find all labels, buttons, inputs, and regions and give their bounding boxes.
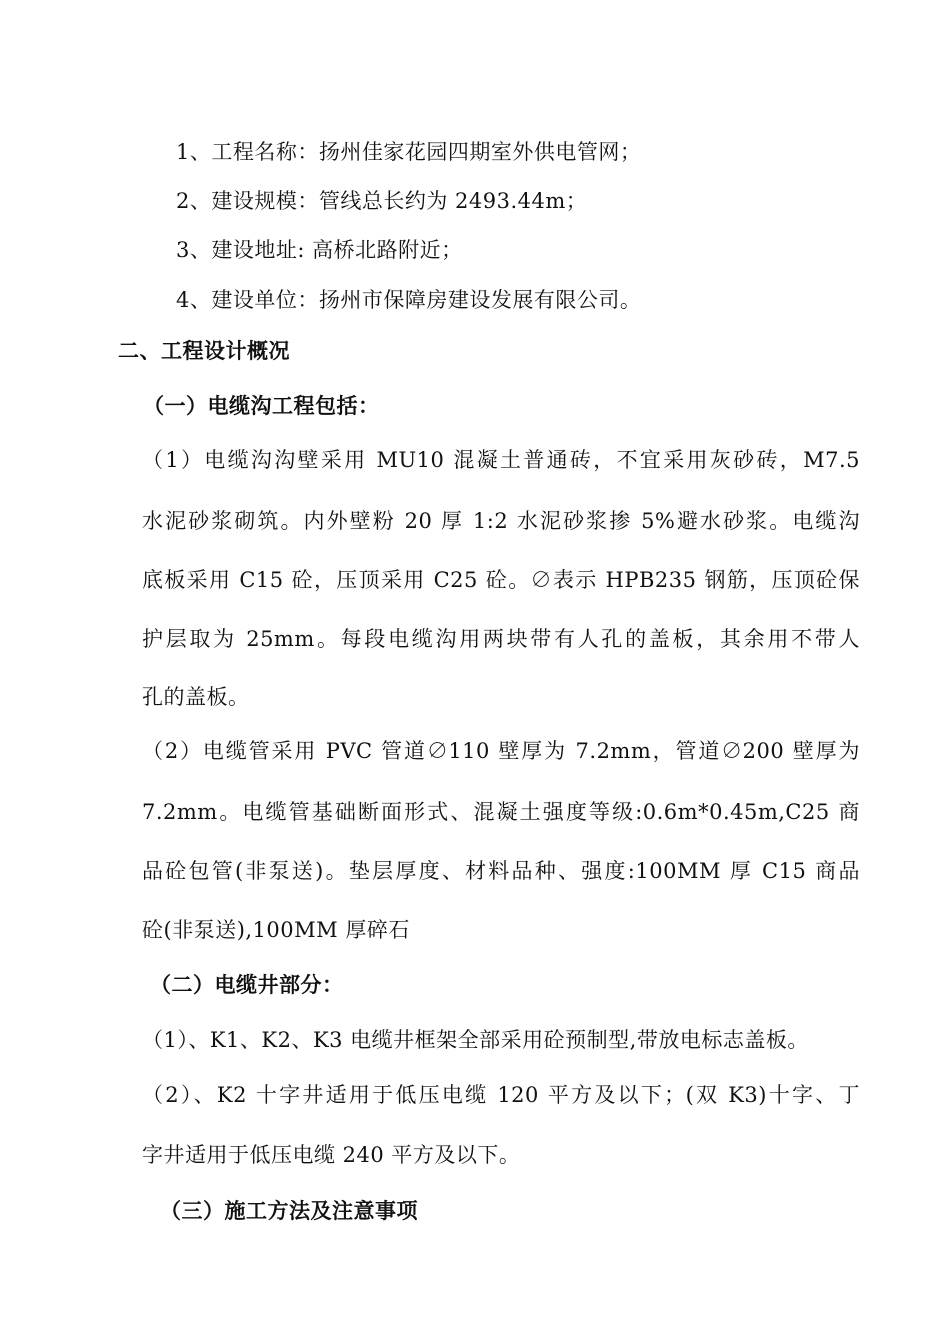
- paragraph-line: 孔的盖板。: [142, 685, 250, 709]
- construction-scale-item: 2、建设规模：管线总长约为 2493.44m；: [176, 189, 588, 213]
- section-heading-design-overview: 二、工程设计概况: [118, 338, 290, 363]
- subsection-heading-cable-well: （二）电缆井部分：: [150, 972, 344, 997]
- paragraph-line: 字井适用于低压电缆 240 平方及以下。: [142, 1143, 521, 1167]
- subsection-heading-construction-method: （三）施工方法及注意事项: [160, 1198, 418, 1223]
- paragraph-line: 品砼包管(非泵送)。垫层厚度、材料品种、强度:100MM 厚 C15 商品: [142, 859, 860, 883]
- project-name-item: 1、工程名称：扬州佳家花园四期室外供电管网；: [176, 140, 642, 164]
- paragraph-line: （1）、K1、K2、K3 电缆井框架全部采用砼预制型,带放电标志盖板。: [142, 1028, 809, 1052]
- paragraph-line: （2）电缆管采用 PVC 管道∅110 壁厚为 7.2mm，管道∅200 壁厚为: [142, 739, 860, 763]
- paragraph-line: 护层取为 25mm。每段电缆沟用两块带有人孔的盖板，其余用不带人: [142, 627, 860, 651]
- subsection-heading-cable-trench: （一）电缆沟工程包括：: [143, 393, 380, 418]
- construction-address-item: 3、建设地址: 高桥北路附近；: [176, 238, 463, 262]
- paragraph-line: 砼(非泵送),100MM 厚碎石: [142, 918, 410, 942]
- paragraph-line: 水泥砂浆砌筑。内外壁粉 20 厚 1:2 水泥砂浆掺 5%避水砂浆。电缆沟: [142, 509, 860, 533]
- paragraph-line: （2）、K2 十字井适用于低压电缆 120 平方及以下；(双 K3)十字、丁: [142, 1083, 860, 1107]
- paragraph-line: 7.2mm。电缆管基础断面形式、混凝土强度等级:0.6m*0.45m,C25 商: [142, 800, 860, 824]
- construction-unit-item: 4、建设单位：扬州市保障房建设发展有限公司。: [176, 288, 642, 312]
- paragraph-line: 底板采用 C15 砼，压顶采用 C25 砼。∅表示 HPB235 钢筋，压顶砼保: [142, 568, 860, 592]
- paragraph-line: （1）电缆沟沟壁采用 MU10 混凝土普通砖，不宜采用灰砂砖，M7.5: [142, 448, 860, 472]
